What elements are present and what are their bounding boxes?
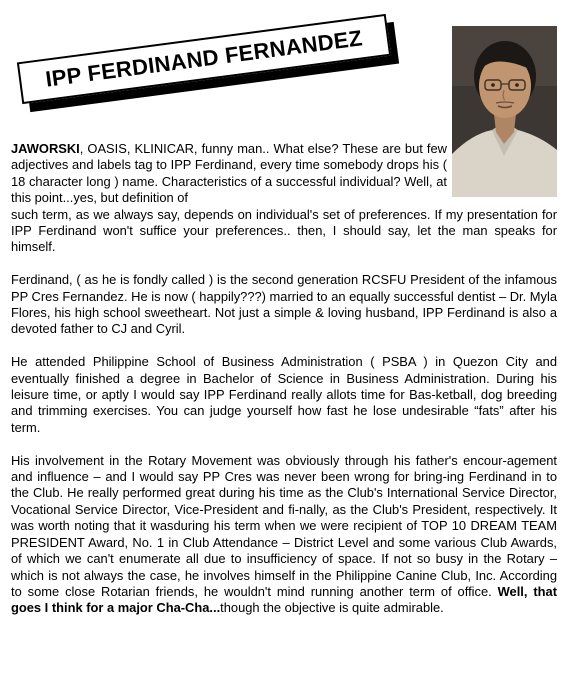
banner-box: [17, 14, 391, 104]
paragraph-education: He attended Philippine School of Business Administration ( PSBA ) in Quezon City and eventually finished a degree in Bachelor of Science in Business Administration. During his leisure time, or aptly I would say IPP Ferdinand really allots time for Bas-ketball, dog breeding and trimming exercises. You can judge yourself how fast he lose undesirable “fats” after his term.: [11, 354, 557, 435]
paragraph-family: Ferdinand, ( as he is fondly called ) is the second generation RCSFU President of the infamous PP Cres Fernandez. He is now ( happily???) married to an equally successful dentist – Dr. Myla Flores, his high school sweetheart. Not just a simple & loving husband, IPP Ferdinand is also a devoted father to CJ and Cyril.: [11, 272, 557, 337]
intro-text-wide: such term, as we always say, depends on individual's set of preferences. If my presentation for IPP Ferdinand won't suffice your preferences.. then, I should say, let the man speaks for himself.: [11, 206, 557, 255]
banner-title: IPP FERDINAND FERNANDEZ: [43, 25, 364, 92]
article-body: [11, 141, 557, 633]
intro-text-narrow: , OASIS, KLINICAR, funny man.. What else? These are but few adjectives and labels tag to IPP Ferdinand, every time somebody drops his ( 18 character long ) name. Characteristics of a successful individual? Well, at this point...yes, but definition of: [11, 141, 447, 206]
rotary-text: His involvement in the Rotary Movement was obviously through his father's encour-agement and influence – and I would say PP Cres was never been wrong for bring-ing Ferdinand in to the Club. He really performed great during his time as the Club's International Service Director, Vocational Service Director, Vice-President and fi-nally, as the Club's President, respectively. It was worth noting that it wasduring his term when we were recipient of TOP 10 DREAM TEAM PRESIDENT Award, No. 1 in Club Attendance – District Level and some various Club Awards, of which we can't enumerate all due to insufficiency of space. If not so busy in the Rotary – which is not always the case, he involves himself in the Philippine Canine Club, Inc. According to some close Rotarian friends, he wouldn't mind running another term of office.: [11, 452, 557, 599]
intro-narrow: [11, 141, 447, 207]
paragraph-rotary: [11, 453, 557, 617]
closing-bold: Well, that goes I think for a major Cha-Cha...: [11, 583, 557, 616]
nickname-bold: JAWORSKI: [11, 141, 80, 156]
paragraph-intro: [11, 141, 557, 256]
title-banner: [8, 22, 410, 92]
closing-rest: though the objective is quite admirable.: [220, 600, 444, 616]
